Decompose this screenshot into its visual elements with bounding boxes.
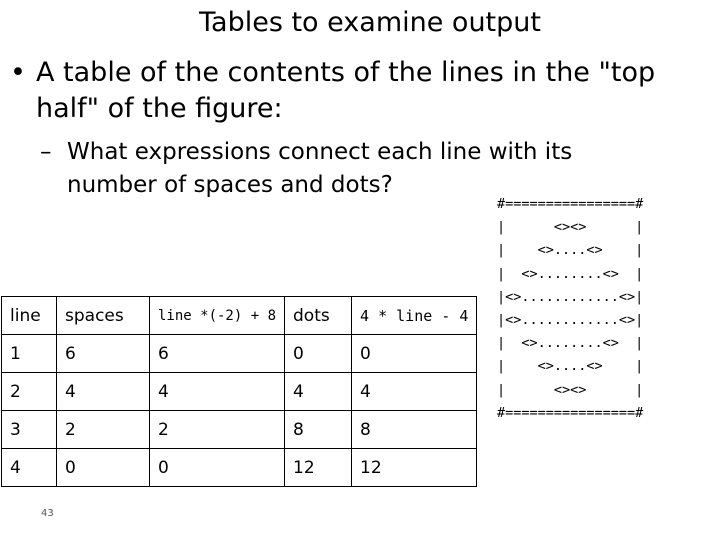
table-cell: 1 xyxy=(2,335,57,373)
table-cell: 0 xyxy=(150,449,285,487)
table-cell: 4 xyxy=(150,373,285,411)
header-spaces-expression: line *(-2) + 8 xyxy=(150,297,285,335)
figure-line: |<>............<>| xyxy=(497,312,644,329)
table-cell: 2 xyxy=(2,373,57,411)
table-cell: 4 xyxy=(352,373,477,411)
table-cell: 12 xyxy=(352,449,477,487)
ascii-figure xyxy=(497,193,643,425)
header-dots-expression: 4 * line - 4 xyxy=(352,297,477,335)
table-cell: 6 xyxy=(57,335,150,373)
table-cell: 8 xyxy=(352,411,477,449)
table-cell: 4 xyxy=(2,449,57,487)
table-cell: 0 xyxy=(57,449,150,487)
table-header-row xyxy=(2,297,477,335)
table-row xyxy=(2,373,477,411)
figure-line: #================# xyxy=(497,196,644,212)
bullet-2-text: What expressions connect each line with its number of spaces and dots? xyxy=(67,139,573,198)
table-cell: 6 xyxy=(150,335,285,373)
table-cell: 0 xyxy=(352,335,477,373)
table-cell: 4 xyxy=(57,373,150,411)
figure-line: | <><> | xyxy=(497,381,644,398)
page-number: 43 xyxy=(41,508,54,519)
table-cell: 3 xyxy=(2,411,57,449)
figure-line: | <>....<> | xyxy=(497,358,644,375)
header-dots: dots xyxy=(285,297,352,335)
bullet-dot: • xyxy=(10,57,26,88)
figure-line: | <>....<> | xyxy=(497,242,644,259)
header-spaces: spaces xyxy=(57,297,150,335)
table-cell: 8 xyxy=(285,411,352,449)
line-table xyxy=(1,296,477,487)
table-cell: 0 xyxy=(285,335,352,373)
table-cell: 2 xyxy=(150,411,285,449)
table-row xyxy=(2,411,477,449)
figure-line: | <><> | xyxy=(497,219,644,236)
bullet-dash: – xyxy=(40,139,52,165)
table-row xyxy=(2,335,477,373)
slide-title: Tables to examine output xyxy=(199,7,541,38)
table-cell: 4 xyxy=(285,373,352,411)
figure-line: |<>............<>| xyxy=(497,288,644,305)
header-line: line xyxy=(2,297,57,335)
bullet-1-text: A table of the contents of the lines in the "top half" of the figure: xyxy=(36,57,656,124)
figure-line: #================# xyxy=(497,404,644,421)
figure-line: | <>........<> | xyxy=(497,335,644,352)
table-row xyxy=(2,449,477,487)
figure-line: | <>........<> | xyxy=(497,265,644,282)
table-cell: 2 xyxy=(57,411,150,449)
table-cell: 12 xyxy=(285,449,352,487)
